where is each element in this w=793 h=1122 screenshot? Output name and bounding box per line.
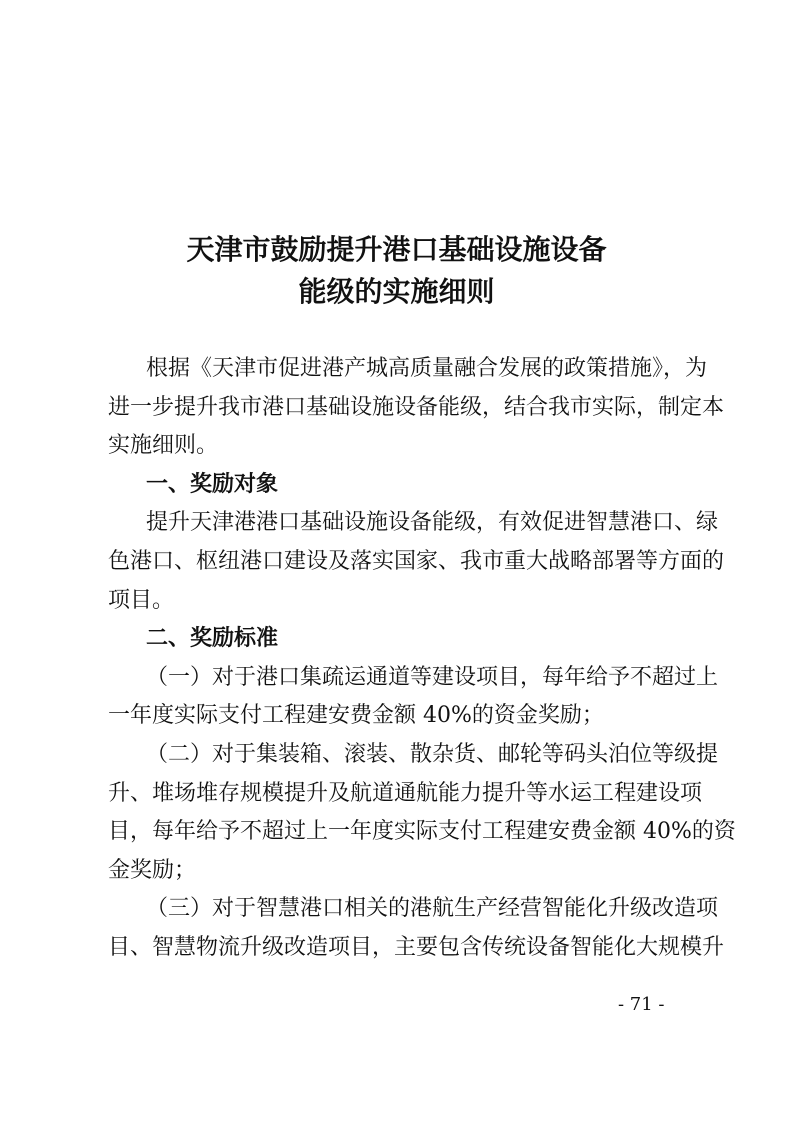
paragraph (108, 350, 725, 466)
section-heading (108, 620, 694, 659)
text-line: 二、奖励标准 (146, 626, 279, 652)
paragraph (108, 736, 736, 890)
paragraph (108, 659, 719, 736)
text-line: （二）对于集装箱、滚装、散杂货、邮轮等码头泊位等级提 (146, 741, 719, 767)
section-heading (108, 466, 694, 505)
text-line: （三）对于智慧港口相关的港航生产经营智能化升级改造项 (146, 896, 719, 922)
text-line: 项目。 (108, 587, 175, 613)
title-line-1: 天津市鼓励提升港口基础设施设备 (186, 233, 607, 266)
text-line: 进一步提升我市港口基础设施设备能级，结合我市实际，制定本 (108, 394, 725, 420)
text-line: 目，每年给予不超过上一年度实际支付工程建安费金额 40%的资 (108, 819, 736, 845)
paragraph (108, 890, 725, 967)
text-line: 升、堆场堆存规模提升及航道通航能力提升等水运工程建设项 (108, 780, 703, 806)
text-line: 金奖励； (108, 857, 197, 883)
document-title (0, 229, 793, 313)
text-line: 色港口、枢纽港口建设及落实国家、我市重大战略部署等方面的 (108, 548, 725, 574)
document-body (108, 350, 736, 968)
text-line: 一年度实际支付工程建安费金额 40%的资金奖励； (108, 703, 604, 729)
paragraph (108, 504, 725, 620)
text-line: 提升天津港港口基础设施设备能级，有效促进智慧港口、绿 (146, 510, 719, 536)
text-line: 一、奖励对象 (146, 471, 279, 497)
text-line: （一）对于港口集疏运通道等建设项目，每年给予不超过上 (146, 664, 719, 690)
text-line: 实施细则。 (108, 433, 219, 459)
text-line: 目、智慧物流升级改造项目，主要包含传统设备智能化大规模升 (108, 934, 725, 960)
title-line-2: 能级的实施细则 (298, 275, 495, 308)
text-line: 根据《天津市促进港产城高质量融合发展的政策措施》，为 (146, 356, 708, 381)
page-number: - 71 - (618, 994, 665, 1015)
